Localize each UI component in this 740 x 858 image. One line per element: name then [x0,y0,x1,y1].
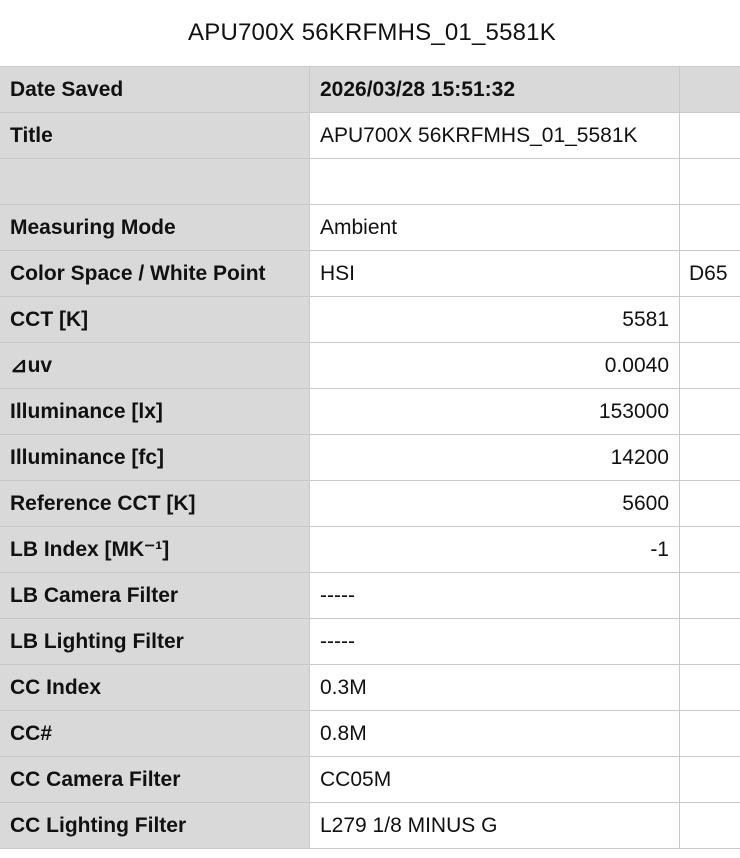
table-row [0,665,740,711]
row-label-cell[interactable]: ⊿uv [0,343,310,389]
table-row [0,205,740,251]
row-label-cell[interactable]: Illuminance [lx] [0,389,310,435]
row-value-cell[interactable]: 5581 [310,297,680,343]
table-row [0,481,740,527]
page-title: APU700X 56KRFMHS_01_5581K [188,19,556,46]
table-row [0,343,740,389]
row-value-cell[interactable]: Ambient [310,205,680,251]
row-extra-cell[interactable] [680,481,740,527]
row-extra-cell[interactable]: D65 [680,251,740,297]
row-label-cell[interactable]: CC Camera Filter [0,757,310,803]
row-value-cell[interactable] [310,159,680,205]
row-value-cell[interactable]: CC05M [310,757,680,803]
row-label-cell[interactable]: LB Camera Filter [0,573,310,619]
row-extra-cell[interactable] [680,343,740,389]
row-value-cell[interactable]: 14200 [310,435,680,481]
row-label-cell[interactable]: Illuminance [fc] [0,435,310,481]
row-label-cell[interactable]: Title [0,113,310,159]
row-value-cell[interactable]: 0.8M [310,711,680,757]
row-value-cell[interactable]: 0.0040 [310,343,680,389]
row-label-cell[interactable]: Color Space / White Point [0,251,310,297]
row-label-cell[interactable]: CC# [0,711,310,757]
table-row [0,619,740,665]
row-value-cell[interactable]: 153000 [310,389,680,435]
table-row [0,435,740,481]
row-label-cell[interactable]: Reference CCT [K] [0,481,310,527]
row-extra-cell[interactable] [680,711,740,757]
row-label-cell[interactable]: LB Index [MK⁻¹] [0,527,310,573]
row-value-cell[interactable]: 0.3M [310,665,680,711]
table-row [0,297,740,343]
table-header-row [0,67,740,113]
row-extra-cell[interactable] [680,435,740,481]
row-value-cell[interactable]: ----- [310,573,680,619]
row-extra-cell[interactable] [680,297,740,343]
table-row [0,159,740,205]
row-extra-cell[interactable] [680,113,740,159]
row-value-cell[interactable]: -1 [310,527,680,573]
row-value-cell[interactable]: ----- [310,619,680,665]
table-row [0,113,740,159]
row-label-cell[interactable]: LB Lighting Filter [0,619,310,665]
table-row [0,527,740,573]
row-value-cell[interactable]: 5600 [310,481,680,527]
row-extra-cell[interactable] [680,573,740,619]
header-value-cell[interactable]: 2026/03/28 15:51:32 [310,67,680,113]
row-value-cell[interactable]: HSI [310,251,680,297]
header-extra-cell[interactable] [680,67,740,113]
table-row [0,711,740,757]
row-extra-cell[interactable] [680,619,740,665]
row-extra-cell[interactable] [680,757,740,803]
table-row [0,757,740,803]
row-value-cell[interactable]: L279 1/8 MINUS G [310,803,680,849]
table-row [0,803,740,849]
row-extra-cell[interactable] [680,205,740,251]
row-extra-cell[interactable] [680,159,740,205]
table-row [0,251,740,297]
data-table [0,66,740,849]
row-extra-cell[interactable] [680,527,740,573]
table-row [0,389,740,435]
row-extra-cell[interactable] [680,389,740,435]
table-row [0,573,740,619]
row-label-cell[interactable]: CC Lighting Filter [0,803,310,849]
row-extra-cell[interactable] [680,665,740,711]
row-label-cell[interactable]: Measuring Mode [0,205,310,251]
row-label-cell[interactable]: CC Index [0,665,310,711]
row-value-cell[interactable]: APU700X 56KRFMHS_01_5581K [310,113,680,159]
row-label-cell[interactable] [0,159,310,205]
header-label-cell[interactable]: Date Saved [0,67,310,113]
row-label-cell[interactable]: CCT [K] [0,297,310,343]
row-extra-cell[interactable] [680,803,740,849]
